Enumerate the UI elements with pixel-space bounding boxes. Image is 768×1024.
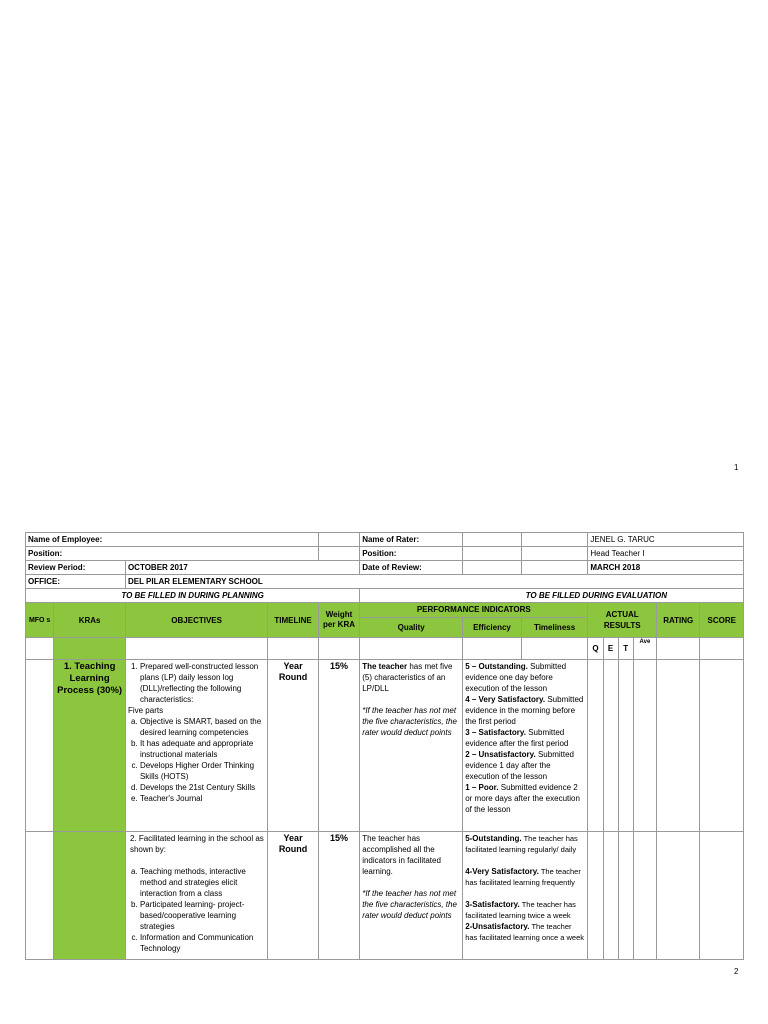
efficiency-label: 2-Unsatisfactory.	[465, 922, 530, 931]
ave-cell	[633, 832, 656, 960]
evaluation-caption: TO BE FILLED DURING EVALUATION	[360, 589, 744, 603]
rater-value: JENEL G. TARUC	[588, 533, 744, 547]
quality-note: *If the teacher has not met the five characteristics, the rater would deduct points	[362, 706, 457, 737]
q-cell	[588, 660, 603, 832]
quality-text: The teacher has accomplished all the indicators in facilitated learning.	[362, 834, 441, 876]
date-review-value: MARCH 2018	[588, 561, 744, 575]
office-label: OFFICE:	[26, 575, 126, 589]
q-cell	[588, 832, 603, 960]
employee-label: Name of Employee:	[26, 533, 319, 547]
rating-cell	[657, 832, 700, 960]
efficiency-label: 4-Very Satisfactory.	[465, 867, 539, 876]
position-value	[318, 547, 359, 561]
e-cell	[603, 832, 618, 960]
timeline-header: TIMELINE	[268, 603, 318, 638]
five-parts-label: Five parts	[127, 706, 164, 715]
kra-green-cell	[54, 832, 126, 960]
rater-blank	[463, 533, 522, 547]
objective-item: 2. Facilitated learning in the school as shown by:	[129, 834, 264, 854]
kra-row-1	[26, 660, 744, 832]
objective-item: 1. Prepared well-constructed lesson plans (LP) daily lesson log (DLL)/reflecting the following characteristics:	[140, 661, 265, 705]
employee-row	[26, 533, 744, 547]
caption-row	[26, 589, 744, 603]
actual-results-header: ACTUAL RESULTS	[588, 603, 657, 638]
efficiency-cell-1	[463, 660, 588, 832]
efficiency-header: Efficiency	[463, 618, 522, 638]
objective-sub-list	[128, 866, 265, 954]
efficiency-text: The teacher has facilitated learning regularly/ daily	[465, 834, 578, 854]
sub-item: b. Participated learning- project-based/cooperative learning strategies	[140, 899, 265, 932]
t-header: T	[618, 638, 633, 660]
ave-header: Ave	[633, 638, 656, 660]
e-cell	[603, 660, 618, 832]
blank-cell	[657, 638, 700, 660]
timeliness-header: Timeliness	[521, 618, 588, 638]
timeline-value: Year Round	[268, 832, 318, 960]
sub-item: c. Information and Communication Technology	[140, 932, 265, 954]
objective-list	[128, 661, 265, 705]
rating-header: RATING	[657, 603, 700, 638]
efficiency-text: The teacher has facilitated learning once a week	[465, 922, 585, 942]
efficiency-label: 5-Outstanding.	[465, 834, 522, 843]
planning-caption: TO BE FILLED IN DURING PLANNING	[26, 589, 360, 603]
efficiency-text: The teacher has facilitated learning frequently	[465, 867, 581, 887]
blank-cell	[521, 638, 588, 660]
efficiency-cell-2	[463, 832, 588, 960]
office-row	[26, 575, 744, 589]
quality-cell-2	[360, 832, 463, 960]
efficiency-text: Submitted evidence 1 day after the execution of the lesson	[465, 750, 574, 781]
mfo-cell	[26, 832, 54, 960]
blank-cell	[318, 638, 359, 660]
column-header-row	[26, 603, 744, 618]
blank-cell	[268, 638, 318, 660]
position-row	[26, 547, 744, 561]
q-header: Q	[588, 638, 603, 660]
quality-header: Quality	[360, 618, 463, 638]
review-period-row	[26, 561, 744, 575]
sub-item: d. Develops the 21st Century Skills	[140, 782, 265, 793]
rating-cell	[657, 660, 700, 832]
efficiency-label: 1 – Poor.	[465, 783, 499, 792]
page-number: 1	[734, 463, 739, 472]
blank-cell	[700, 638, 744, 660]
rater-blank-2	[521, 533, 588, 547]
efficiency-label: 2 – Unsatisfactory.	[465, 750, 536, 759]
employee-value	[318, 533, 359, 547]
sub-item: e. Teacher's Journal	[140, 793, 265, 804]
t-cell	[618, 832, 633, 960]
performance-form-table	[25, 532, 744, 960]
sub-item: c. Develops Higher Order Thinking Skills (HOTS)	[140, 760, 265, 782]
sub-item: b. It has adequate and appropriate instructional materials	[140, 738, 265, 760]
efficiency-label: 4 – Very Satisfactory.	[465, 695, 546, 704]
rater-position-blank	[463, 547, 522, 561]
blank-cell	[26, 638, 54, 660]
blank-cell	[125, 638, 267, 660]
score-header: SCORE	[700, 603, 744, 638]
timeline-value: Year Round	[268, 660, 318, 832]
mfo-cell	[26, 660, 54, 832]
quality-text: has met five (5) characteristics of an LP/DLL	[362, 662, 453, 693]
weight-value: 15%	[318, 832, 359, 960]
quality-lead: The teacher	[362, 662, 408, 671]
efficiency-text: Submitted evidence 2 or more days after the execution of the lesson	[465, 783, 580, 814]
e-header: E	[603, 638, 618, 660]
efficiency-text: Submitted evidence after the first period	[465, 728, 569, 748]
efficiency-label: 3-Satisfactory.	[465, 900, 520, 909]
efficiency-text: Submitted evidence in the morning before the first period	[465, 695, 584, 726]
objectives-cell-1	[125, 660, 267, 832]
t-cell	[618, 660, 633, 832]
blank-cell	[463, 638, 522, 660]
review-period-label: Review Period:	[26, 561, 126, 575]
date-review-blank	[463, 561, 522, 575]
qeta-row	[26, 638, 744, 660]
weight-value: 15%	[318, 660, 359, 832]
weight-header: Weight per KRA	[318, 603, 359, 638]
page-number: 2	[734, 967, 739, 976]
date-review-label: Date of Review:	[360, 561, 463, 575]
sub-item: a. Teaching methods, interactive method and strategies elicit interaction from a class	[140, 866, 265, 899]
position-label: Position:	[26, 547, 319, 561]
rater-position-blank-2	[521, 547, 588, 561]
efficiency-label: 3 – Satisfactory.	[465, 728, 526, 737]
kra-teaching-learning: 1. Teaching Learning Process (30%)	[54, 660, 126, 832]
review-period-value: OCTOBER 2017	[125, 561, 359, 575]
kra-green-cell	[54, 638, 126, 660]
objectives-cell-2	[125, 832, 267, 960]
mfos-header: MFO s	[26, 603, 54, 638]
kra-row-2	[26, 832, 744, 960]
sub-item: a. Objective is SMART, based on the desired learning competencies	[140, 716, 265, 738]
quality-cell-1	[360, 660, 463, 832]
office-value: DEL PILAR ELEMENTARY SCHOOL	[125, 575, 743, 589]
efficiency-text: The teacher has facilitated learning twice a week	[465, 900, 576, 920]
rater-position-value: Head Teacher I	[588, 547, 744, 561]
rater-label: Name of Rater:	[360, 533, 463, 547]
efficiency-text: Submitted evidence one day before execution of the lesson	[465, 662, 567, 693]
date-review-blank-2	[521, 561, 588, 575]
kras-header: KRAs	[54, 603, 126, 638]
score-cell	[700, 660, 744, 832]
blank-cell	[360, 638, 463, 660]
performance-indicators-header: PERFORMANCE INDICATORS	[360, 603, 588, 618]
rater-position-label: Position:	[360, 547, 463, 561]
efficiency-label: 5 – Outstanding.	[465, 662, 528, 671]
objective-sub-list	[128, 716, 265, 804]
objectives-header: OBJECTIVES	[125, 603, 267, 638]
quality-note: *If the teacher has not met the five characteristics, the rater would deduct points	[362, 889, 457, 920]
ave-cell	[633, 660, 656, 832]
score-cell	[700, 832, 744, 960]
